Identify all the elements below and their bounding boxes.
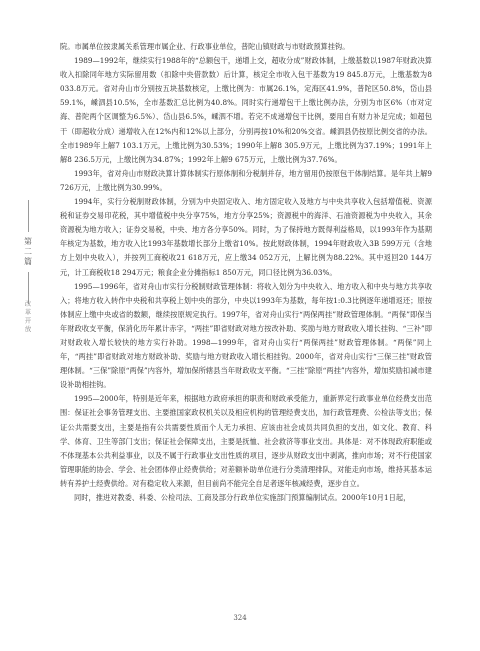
paragraph: 1993年，省对舟山市财政决算计算体制实行原体制和分税制并存，地方留用仍按原包干体制结算。是年共上解9 726万元，上缴比例为30.99%。 xyxy=(60,168,432,192)
chapter-label: 第二篇 xyxy=(23,237,33,267)
page-number: 324 xyxy=(233,614,247,622)
body-text xyxy=(60,40,432,505)
chapter-side-marker xyxy=(16,200,40,304)
section-label: 改革开放 xyxy=(23,300,32,334)
paragraph: 院。市属单位按隶属关系管理市属企业、行政事业单位，普陀山镇财政与市财政预算挂钩。 xyxy=(60,42,350,51)
paragraph: 1995—1996年，省对舟山市实行分税制财政管理体制：将收入划分为中央收入、地方收入和中央与地方共享收入；将地方收入转作中央税和共享税上划中央的部分，中央以1993年为基数，每年按1:0.3比例逐年递增返还；原按体制应上缴中央或省的数额，继续按原规定执行。1997年，省对舟山实行“两保两挂”财政管理体制。“两保”即保当年财政收支平衡，保消化历年累计赤字，“两挂”即省财政对地方按改补助、奖励与地方财政收入增长挂钩、“三补”即对财政收入增长较快的地方实行补助。1998—1999年，省对舟山实行“两保两挂”财政管理体制。“两保”同上年，“两挂”即省财政对地方财政补助、奖励与地方财政收入增长相挂钩。2000年，省对舟山实行“三保三挂”财政管理体制。“三保”除原“两保”内容外，增加保所辖县当年财政收支平衡。“三挂”除原“两挂”内容外，增加奖励扣减市建设补助相挂钩。 xyxy=(60,281,432,390)
section-side-marker xyxy=(16,300,40,334)
paragraph: 1989—1992年，继续实行1988年的“总额包干，递增上交，超收分成”财政体制，上缴基数以1987年财政决算收入扣除同年地方实际留用数（扣除中央借款数）后计算，核定全市收入包干基数为19 845.8万元，上缴基数为8 033.8万元。省对舟山市分别按五块基数核定，上缴比例为：市属26.1%，定海区41.9%，普陀区50.8%，岱山县59.1%，嵊泗县10.5%，全市基数汇总比例为40.8%。同时实行递增包干上缴比例办法，分别为市区6%（市对定海、普陀两个区调整为6.5%）、岱山县6.5%，嵊泗不增。若完不成递增包干比例，要用自有财力补足完成；如超包干（即超收分成）递增收入在12%内和12%以上部分，分别再按10%和20%交省。嵊泗县仍按原比例交省的办法。全市1989年上解7 103.1万元，上缴比例为30.53%；1990年上解8 305.9万元，上缴比例为37.19%；1991年上解8 236.5万元，上缴比例为34.87%；1992年上解9 675万元，上缴比例为37.76%。 xyxy=(60,56,432,164)
paragraph: 同时，推进对教委、科委、公检司法、工商及部分行政单位实施部门预算编制试点。2000年10月1日起， xyxy=(74,493,411,502)
paragraph: 1994年，实行分税制财政体制，分别为中央固定收入、地方固定收入及地方与中央共享收入包括增值税、资源税和证券交易印花税，其中增值税中央分享75%，地方分享25%；资源税中的海洋、石油资源税为中央收入，其余资源税为地方收入；证券交易税，中央、地方各分享50%。同时，为了保持地方既得利益格局，以1993年作为基期年核定为基数，地方收入比1993年基数增长部分上缴省10%。按此财政体制，1994年财政收入3B 599万元（含地方上划中央收入），并按列工商税收21 618万元，应上缴34 052万元，上解比例为88.22%。其中返回20 144万元，计工商税收18 294万元；粮食企业分摊指标1 850万元，同口径比例为36.03%。 xyxy=(60,197,432,277)
side-divider-top xyxy=(28,200,29,232)
paragraph: 1995—2000年，特别是近年来，根据地方政府承担的职责和财政承受能力，重新界定行政事业单位经费支出范围：保证社会事务管理支出、主要推国家政权机关以及相应机构的管理经费支出，加行政管理费、公检法等支出；保证公共需要支出，主要是指有公共需要性质而个人无力承担、应该由社会成员共同负担的支出，如文化、教育、科学、体育、卫生等部门支出；保证社会保障支出，主要是抚恤、社会救济等事业支出。具体是：对不体现政府职能或不体现基本公共利益事业，以及不属于行政事业支出性质的项目，逐步从财政支出中剥离，推向市场；对不行使国家管理职能的协会、学会、社会团体停止经费供给；对差额补助单位进行分类清理排队，对能走向市场，维持其基本运转有养护土经费供给。对有稳定收入来源，但目前尚不能完全自足者逐年核减经费，逐步自立。 xyxy=(60,394,432,488)
